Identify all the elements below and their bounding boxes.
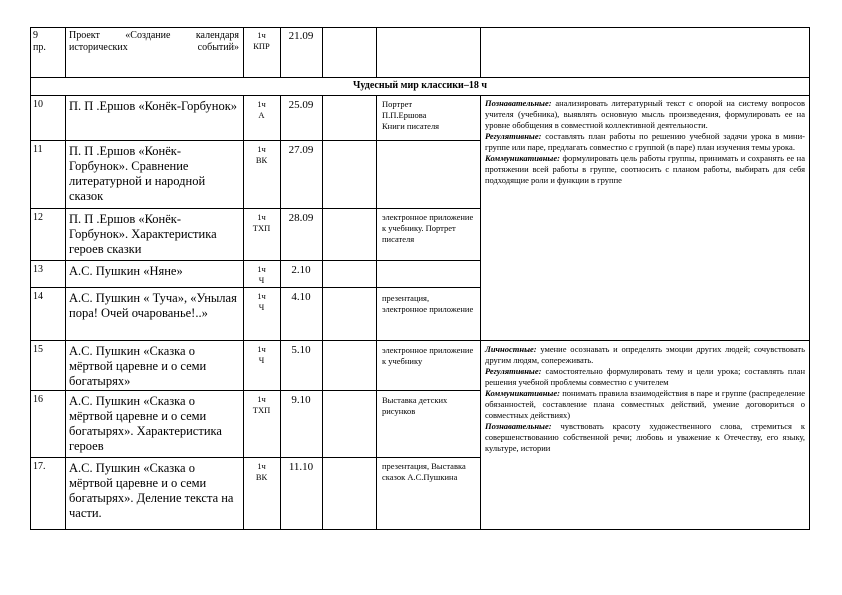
- competency-text: анализировать литературный текст с опорой на систему вопросов учителя (учебника), выявлять основную мысль произведения, формулировать ее на уровне обобщения в совместной коллективной деятельности.: [485, 98, 805, 130]
- competency-text: умение осознавать и определять эмоции других людей; сочувствовать другим людям, сопереживать.: [485, 344, 805, 365]
- table-rule: [30, 529, 810, 530]
- lesson-number: 10: [33, 99, 43, 110]
- table-rule: [376, 27, 377, 77]
- table-rule: [376, 95, 377, 530]
- competency-label: Регулятивные:: [485, 131, 542, 141]
- lesson-number: 14: [33, 291, 43, 302]
- table-rule: [322, 95, 323, 530]
- competency-item: [485, 388, 805, 421]
- table-rule: [30, 208, 480, 209]
- table-rule: [30, 77, 810, 78]
- lesson-resources: Портрет П.П.Ершова Книги писателя: [382, 99, 440, 131]
- competency-label: Личностные:: [485, 344, 537, 354]
- competency-label: Коммуникативные:: [485, 153, 560, 163]
- lesson-topic: А.С. Пушкин «Сказка о мёртвой царевне и о семи богатырях». Деление текста на части.: [69, 461, 234, 520]
- table-rule: [30, 340, 810, 341]
- lesson-topic: А.С. Пушкин «Няне»: [69, 264, 183, 278]
- table-rule: [30, 287, 480, 288]
- lesson-number: 11: [33, 144, 43, 155]
- lesson-type: 1ч КПР: [253, 30, 270, 51]
- table-rule: [30, 140, 480, 141]
- competency-item: [485, 421, 805, 454]
- lesson-resources: электронное приложение к учебнику. Портрет писателя: [382, 212, 474, 244]
- lesson-type: 1ч ВК: [255, 461, 268, 482]
- competencies-block: [485, 98, 805, 186]
- table-rule: [480, 27, 481, 77]
- lesson-resources: презентация, Выставка сказок А.С.Пушкина: [382, 461, 466, 482]
- lesson-date: 2.10: [291, 264, 311, 276]
- competency-text: чувствовать красоту художественного слова, стремиться к совершенствованию собственной речи; любовь и уважение к Отечеству, его языку, культуре, истории: [485, 421, 805, 453]
- lesson-date: 28.09: [288, 212, 314, 224]
- competency-label: Регулятивные:: [485, 366, 542, 376]
- competency-item: [485, 153, 805, 186]
- competency-label: Познавательные:: [485, 421, 552, 431]
- competency-item: [485, 98, 805, 131]
- competency-text: формулировать цель работы группы, принимать и сохранять ее на протяжении всей работы в группе, соотносить с планом работы, выбирать для себя подходящие роли и функции в группе: [485, 153, 805, 185]
- table-rule: [30, 27, 810, 28]
- lesson-topic: Проект «Создание календаря исторических событий»: [69, 30, 239, 53]
- table-rule: [809, 27, 810, 530]
- lesson-type: 1ч Ч: [257, 291, 266, 312]
- competency-item: [485, 366, 805, 388]
- competency-item: [485, 344, 805, 366]
- lesson-date: 21.09: [288, 30, 314, 42]
- table-rule: [65, 27, 66, 77]
- table-rule: [322, 27, 323, 77]
- lesson-topic: А.С. Пушкин «Сказка о мёртвой царевне и о семи богатырях». Характеристика героев: [69, 394, 222, 453]
- table-rule: [65, 95, 66, 530]
- competency-label: Коммуникативные:: [485, 388, 560, 398]
- table-rule: [30, 390, 480, 391]
- lesson-number: 17.: [33, 461, 46, 472]
- lesson-plan-table: [30, 27, 810, 530]
- competency-item: [485, 131, 805, 153]
- lesson-type: 1ч ТХП: [252, 394, 271, 415]
- lesson-resources: Выставка детских рисунков: [382, 395, 448, 416]
- lesson-date: 5.10: [291, 344, 311, 356]
- competency-text: составлять план работы по решению учебной задачи урока в мини-группе или паре, предлагать совместно с группой (в паре) план изучения темы урока.: [485, 131, 805, 152]
- lesson-topic: П. П .Ершов «Конёк-Горбунок». Сравнение литературной и народной сказок: [69, 144, 206, 203]
- lesson-topic: А.С. Пушкин « Туча», «Унылая пора! Очей очарованье!..»: [69, 291, 237, 320]
- lesson-date: 11.10: [288, 461, 314, 473]
- table-rule: [30, 457, 480, 458]
- lesson-topic: П. П .Ершов «Конёк-Горбунок»: [69, 99, 238, 113]
- competency-text: самостоятельно формулировать тему и цели урока; составлять план решения учебной проблемы совместно с учителем: [485, 366, 805, 387]
- lesson-number: 9 пр.: [33, 30, 46, 53]
- lesson-resources: презентация, электронное приложение: [382, 293, 474, 314]
- lesson-date: 9.10: [291, 394, 311, 406]
- competency-text: понимать правила взаимодействия в паре и группе (распределение обязанностей, составление плана совместных действий, умение договориться о совместных действиях): [485, 388, 805, 420]
- table-rule: [30, 27, 31, 530]
- lesson-resources: электронное приложение к учебнику: [382, 345, 474, 366]
- table-rule: [480, 95, 481, 530]
- lesson-date: 25.09: [288, 99, 314, 111]
- lesson-date: 27.09: [288, 144, 314, 156]
- lesson-date: 4.10: [291, 291, 311, 303]
- competency-label: Познавательные:: [485, 98, 552, 108]
- lesson-type: 1ч ВК: [255, 144, 268, 165]
- section-title: Чудесный мир классики–18 ч: [353, 80, 487, 91]
- lesson-number: 12: [33, 212, 43, 223]
- lesson-type: 1ч Ч: [257, 344, 266, 365]
- competencies-block: [485, 344, 805, 454]
- lesson-type: 1ч Ч: [257, 264, 266, 285]
- table-rule: [30, 260, 480, 261]
- lesson-topic: П. П .Ершов «Конёк-Горбунок». Характеристика героев сказки: [69, 212, 217, 256]
- lesson-number: 13: [33, 264, 43, 275]
- lesson-number: 16: [33, 394, 43, 405]
- table-rule: [30, 95, 810, 96]
- lesson-topic: А.С. Пушкин «Сказка о мёртвой царевне и о семи богатырях»: [69, 344, 207, 388]
- lesson-type: 1ч ТХП: [252, 212, 271, 233]
- lesson-number: 15: [33, 344, 43, 355]
- lesson-type: 1ч А: [257, 99, 266, 120]
